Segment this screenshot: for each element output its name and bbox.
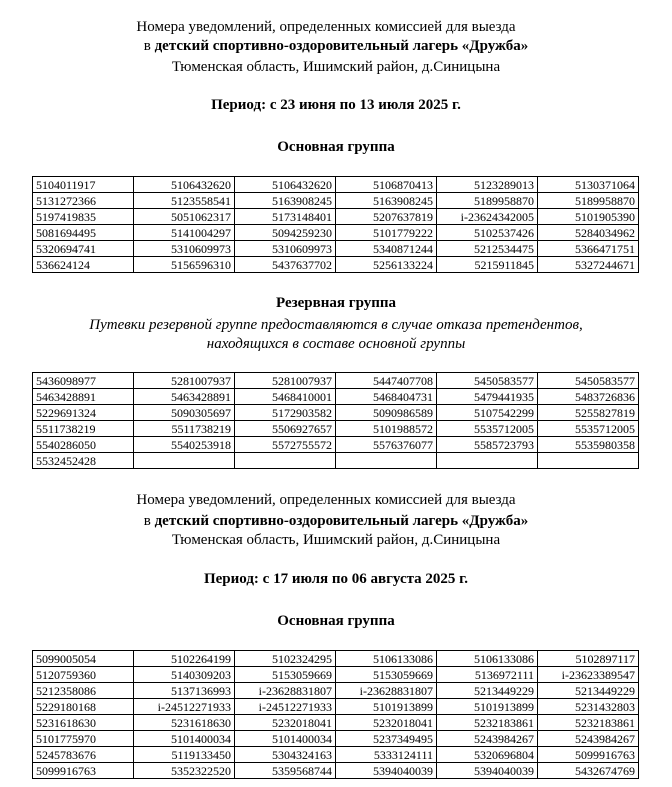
table-cell: 5245783676 [33,747,134,763]
table-row [33,763,639,779]
table-cell: 5102537426 [437,225,538,241]
table-cell: 5231618630 [134,715,235,731]
camp-name: детский спортивно-оздоровительный лагерь «Дружба» [154,38,529,54]
table-row [33,731,639,747]
table-cell: 5104011917 [33,177,134,193]
table-cell: 5463428891 [134,389,235,405]
table-cell: 5137136993 [134,683,235,699]
table-cell: 5101988572 [336,421,437,437]
table-cell: 5237349495 [336,731,437,747]
table-cell: 5106133086 [437,651,538,667]
table-cell: 5140309203 [134,667,235,683]
table-cell: 5320696804 [437,747,538,763]
table-row [33,715,639,731]
table-cell: 5243984267 [437,731,538,747]
table-cell [336,453,437,469]
camp-name-line [0,37,672,55]
table-cell: 5436098977 [33,373,134,389]
table-cell: 5232018041 [336,715,437,731]
table-cell: 5101913899 [437,699,538,715]
table-cell: 5197419835 [33,209,134,225]
table-cell: 5213449229 [437,683,538,699]
camp-location-2: Тюменская область, Ишимский район, д.Синицына [171,532,501,548]
table-cell: 5394040039 [336,763,437,779]
table-cell: 5255827819 [538,405,639,421]
reserve-group-table [32,372,639,469]
table-cell: 5141004297 [134,225,235,241]
table-row [33,177,639,193]
table-cell: 5106432620 [235,177,336,193]
table-cell: 5163908245 [235,193,336,209]
table-cell: 5540253918 [134,437,235,453]
table-cell: i-24512271933 [134,699,235,715]
table-cell: 5447407708 [336,373,437,389]
table-cell: 5212534475 [437,241,538,257]
table-cell: 5320694741 [33,241,134,257]
table-row [33,651,639,667]
table-cell: 5153059669 [235,667,336,683]
table-cell: 5256133224 [336,257,437,273]
table-cell: 5136972111 [437,667,538,683]
main-group-title-2: Основная группа [277,613,395,629]
table-cell: 5450583577 [538,373,639,389]
table-cell: 5101775970 [33,731,134,747]
table-cell: 5189958870 [538,193,639,209]
table-row [33,699,639,715]
table-cell: 5207637819 [336,209,437,225]
table-cell: 5101779222 [336,225,437,241]
table-cell: i-23624342005 [437,209,538,225]
table-cell: 5535712005 [437,421,538,437]
table-cell: 5173148401 [235,209,336,225]
table-row [33,257,639,273]
table-cell: 5532452428 [33,453,134,469]
table-cell [538,453,639,469]
table-cell: 5231432803 [538,699,639,715]
table-cell: 5585723793 [437,437,538,453]
notice-title-line1: Номера уведомлений, определенных комиссией для выезда [136,19,516,35]
table-cell: 5468410001 [235,389,336,405]
table-row [33,405,639,421]
table-cell: 5102897117 [538,651,639,667]
table-cell: 5090986589 [336,405,437,421]
table-cell: 5106870413 [336,177,437,193]
table-cell: 5102324295 [235,651,336,667]
table-cell: 5081694495 [33,225,134,241]
table-cell: 5468404731 [336,389,437,405]
camp-prefix: в [143,38,155,54]
table-cell: 5212358086 [33,683,134,699]
table-cell: 5327244671 [538,257,639,273]
table-row [33,209,639,225]
notice-title-line1-2: Номера уведомлений, определенных комиссией для выезда [136,492,516,508]
table-cell: 5172903582 [235,405,336,421]
table-cell [134,453,235,469]
table-cell: 5511738219 [134,421,235,437]
table-cell: 5304324163 [235,747,336,763]
table-cell: 5229691324 [33,405,134,421]
table-cell: 5394040039 [437,763,538,779]
table-cell: 5107542299 [437,405,538,421]
table-cell: 5099916763 [538,747,639,763]
table-cell: i-23628831807 [336,683,437,699]
table-cell: 5432674769 [538,763,639,779]
table-cell: 5106432620 [134,177,235,193]
table-row [33,667,639,683]
table-cell: 5511738219 [33,421,134,437]
table-cell: 5102264199 [134,651,235,667]
table-cell: 5281007937 [134,373,235,389]
table-cell: 5284034962 [538,225,639,241]
table-row [33,683,639,699]
table-cell: 5310609973 [134,241,235,257]
reserve-note-line2: находящихся в составе основной группы [206,336,466,352]
table-cell: 5281007937 [235,373,336,389]
reserve-note-line1: Путевки резервной группе предоставляются в случае отказа претендентов, [89,317,583,333]
table-cell: 5189958870 [437,193,538,209]
table-cell: 5450583577 [437,373,538,389]
camp-prefix-2: в [143,513,155,529]
table-cell: 5479441935 [437,389,538,405]
table-row [33,389,639,405]
table-cell: 5213449229 [538,683,639,699]
table-cell: 5101400034 [134,731,235,747]
table-cell: 5359568744 [235,763,336,779]
table-cell: 5101905390 [538,209,639,225]
table-row [33,373,639,389]
table-cell: 5120759360 [33,667,134,683]
table-cell: 5333124111 [336,747,437,763]
table-cell: 5243984267 [538,731,639,747]
table-cell: 5232183861 [437,715,538,731]
table-cell: 5156596310 [134,257,235,273]
table-cell: 5099916763 [33,763,134,779]
reserve-group-title: Резервная группа [276,295,396,311]
table-cell: 5535712005 [538,421,639,437]
table-cell: 5437637702 [235,257,336,273]
table-cell: 5232183861 [538,715,639,731]
table-cell: 5094259230 [235,225,336,241]
table-cell [437,453,538,469]
table-cell: 5576376077 [336,437,437,453]
table-cell: 5352322520 [134,763,235,779]
table-cell: 5215911845 [437,257,538,273]
table-row [33,193,639,209]
table-cell: 5123558541 [134,193,235,209]
main-group-table-1 [32,176,639,273]
table-row [33,747,639,763]
period-title-2: Период: с 17 июля по 06 августа 2025 г. [203,571,469,587]
table-row [33,225,639,241]
table-cell: 5232018041 [235,715,336,731]
table-cell: 536624124 [33,257,134,273]
table-cell: 5101400034 [235,731,336,747]
table-cell: i-23628831807 [235,683,336,699]
table-cell: 5106133086 [336,651,437,667]
table-cell: 5090305697 [134,405,235,421]
table-cell: 5310609973 [235,241,336,257]
table-row [33,421,639,437]
table-cell: 5163908245 [336,193,437,209]
table-cell: 5130371064 [538,177,639,193]
table-cell: 5340871244 [336,241,437,257]
table-cell: 5535980358 [538,437,639,453]
table-cell: 5123289013 [437,177,538,193]
table-cell: 5099005054 [33,651,134,667]
table-cell: 5483726836 [538,389,639,405]
table-cell: 5131272366 [33,193,134,209]
camp-name-2: детский спортивно-оздоровительный лагерь «Дружба» [154,513,529,529]
table-cell: 5572755572 [235,437,336,453]
table-cell: 5051062317 [134,209,235,225]
table-cell: 5366471751 [538,241,639,257]
table-cell: i-23623389547 [538,667,639,683]
main-group-table-2 [32,650,639,779]
table-cell: 5153059669 [336,667,437,683]
table-cell: 5229180168 [33,699,134,715]
table-row [33,437,639,453]
table-row [33,241,639,257]
table-cell: 5119133450 [134,747,235,763]
table-cell: 5506927657 [235,421,336,437]
table-cell: 5231618630 [33,715,134,731]
camp-location: Тюменская область, Ишимский район, д.Синицына [171,59,501,75]
table-row [33,453,639,469]
table-cell: 5463428891 [33,389,134,405]
table-cell: i-24512271933 [235,699,336,715]
table-cell: 5540286050 [33,437,134,453]
period-title-1: Период: с 23 июня по 13 июля 2025 г. [211,97,461,113]
table-cell: 5101913899 [336,699,437,715]
camp-name-line-2 [0,512,672,530]
table-cell [235,453,336,469]
main-group-title-1: Основная группа [277,139,395,155]
